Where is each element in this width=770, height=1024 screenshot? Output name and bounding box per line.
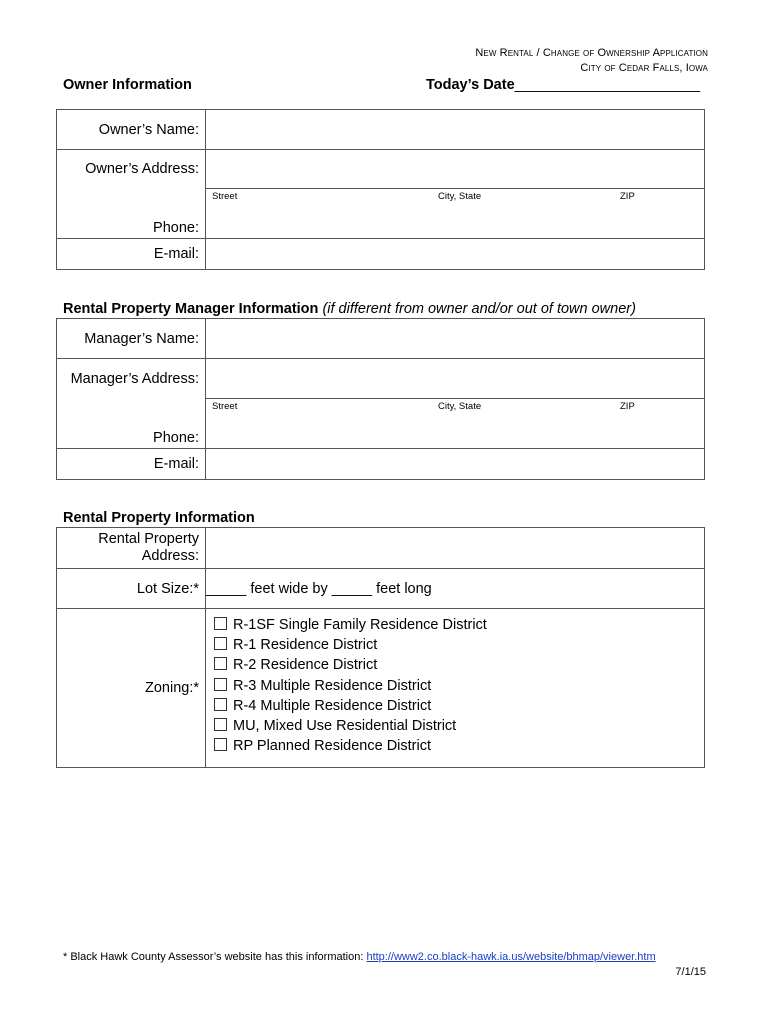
property-section-title: Rental Property Information <box>63 510 255 526</box>
owner-name-field[interactable] <box>206 110 705 150</box>
street-caption: Street <box>212 401 238 412</box>
street-caption: Street <box>212 191 238 202</box>
assessor-link[interactable]: http://www2.co.black-hawk.ia.us/website/bhmap/viewer.htm <box>366 951 656 963</box>
zoning-option-r1[interactable]: R-1 Residence District <box>214 635 704 655</box>
owner-email-field[interactable] <box>206 239 705 270</box>
checkbox-icon[interactable] <box>214 637 227 650</box>
manager-section-heading: Rental Property Manager Information <box>63 301 319 317</box>
todays-date-label: Today’s Date <box>426 77 515 93</box>
todays-date-field[interactable]: _______________________ <box>514 77 701 93</box>
property-table <box>56 527 705 768</box>
checkbox-icon[interactable] <box>214 678 227 691</box>
owner-address-field[interactable] <box>206 150 705 189</box>
manager-name-field[interactable] <box>206 319 705 359</box>
owner-address-sub[interactable] <box>206 189 705 239</box>
manager-table <box>56 318 705 480</box>
manager-name-label: Manager’s Name: <box>57 319 206 359</box>
footnote <box>63 951 656 963</box>
owner-table <box>56 109 705 270</box>
todays-date <box>426 77 700 93</box>
zoning-label: Zoning:* <box>57 609 206 768</box>
checkbox-icon[interactable] <box>214 738 227 751</box>
manager-email-field[interactable] <box>206 449 705 480</box>
manager-address-sub[interactable] <box>206 399 705 449</box>
checkbox-icon[interactable] <box>214 718 227 731</box>
owner-address-label: Owner’s Address: <box>57 150 206 189</box>
property-address-label-line1: Rental Property <box>98 531 199 547</box>
form-title: New Rental / Change of Ownership Application <box>475 47 708 59</box>
owner-phone-label: Phone: <box>57 189 206 239</box>
revision-date: 7/1/15 <box>675 966 706 978</box>
property-address-field[interactable] <box>206 528 705 569</box>
zoning-option-mu[interactable]: MU, Mixed Use Residential District <box>214 716 704 736</box>
property-address-label-line2: Address: <box>141 548 199 564</box>
manager-address-label: Manager’s Address: <box>57 359 206 399</box>
manager-address-field[interactable] <box>206 359 705 399</box>
owner-email-label: E-mail: <box>57 239 206 270</box>
lot-size-label: Lot Size:* <box>57 569 206 609</box>
checkbox-icon[interactable] <box>214 698 227 711</box>
zoning-list <box>206 609 704 762</box>
manager-section-note: (if different from owner and/or out of town owner) <box>322 301 636 317</box>
zoning-option-r2[interactable]: R-2 Residence District <box>214 655 704 675</box>
zip-caption: ZIP <box>620 191 635 202</box>
manager-section-title <box>63 301 636 317</box>
property-address-label <box>57 528 206 569</box>
zoning-option-r1sf[interactable]: R-1SF Single Family Residence District <box>214 615 704 635</box>
zoning-options <box>206 609 705 768</box>
manager-email-label: E-mail: <box>57 449 206 480</box>
zip-caption: ZIP <box>620 401 635 412</box>
zoning-option-rp[interactable]: RP Planned Residence District <box>214 736 704 756</box>
zoning-option-r3[interactable]: R-3 Multiple Residence District <box>214 676 704 696</box>
zoning-option-r4[interactable]: R-4 Multiple Residence District <box>214 696 704 716</box>
checkbox-icon[interactable] <box>214 617 227 630</box>
owner-section-title: Owner Information <box>63 77 192 93</box>
city-name: City of Cedar Falls, Iowa <box>580 62 708 74</box>
manager-phone-label: Phone: <box>57 399 206 449</box>
checkbox-icon[interactable] <box>214 657 227 670</box>
city-state-caption: City, State <box>438 191 482 202</box>
footnote-text: * Black Hawk County Assessor’s website has this information: <box>63 951 367 963</box>
lot-size-field[interactable]: _____ feet wide by _____ feet long <box>206 569 705 609</box>
city-state-caption: City, State <box>438 401 482 412</box>
owner-name-label: Owner’s Name: <box>57 110 206 150</box>
